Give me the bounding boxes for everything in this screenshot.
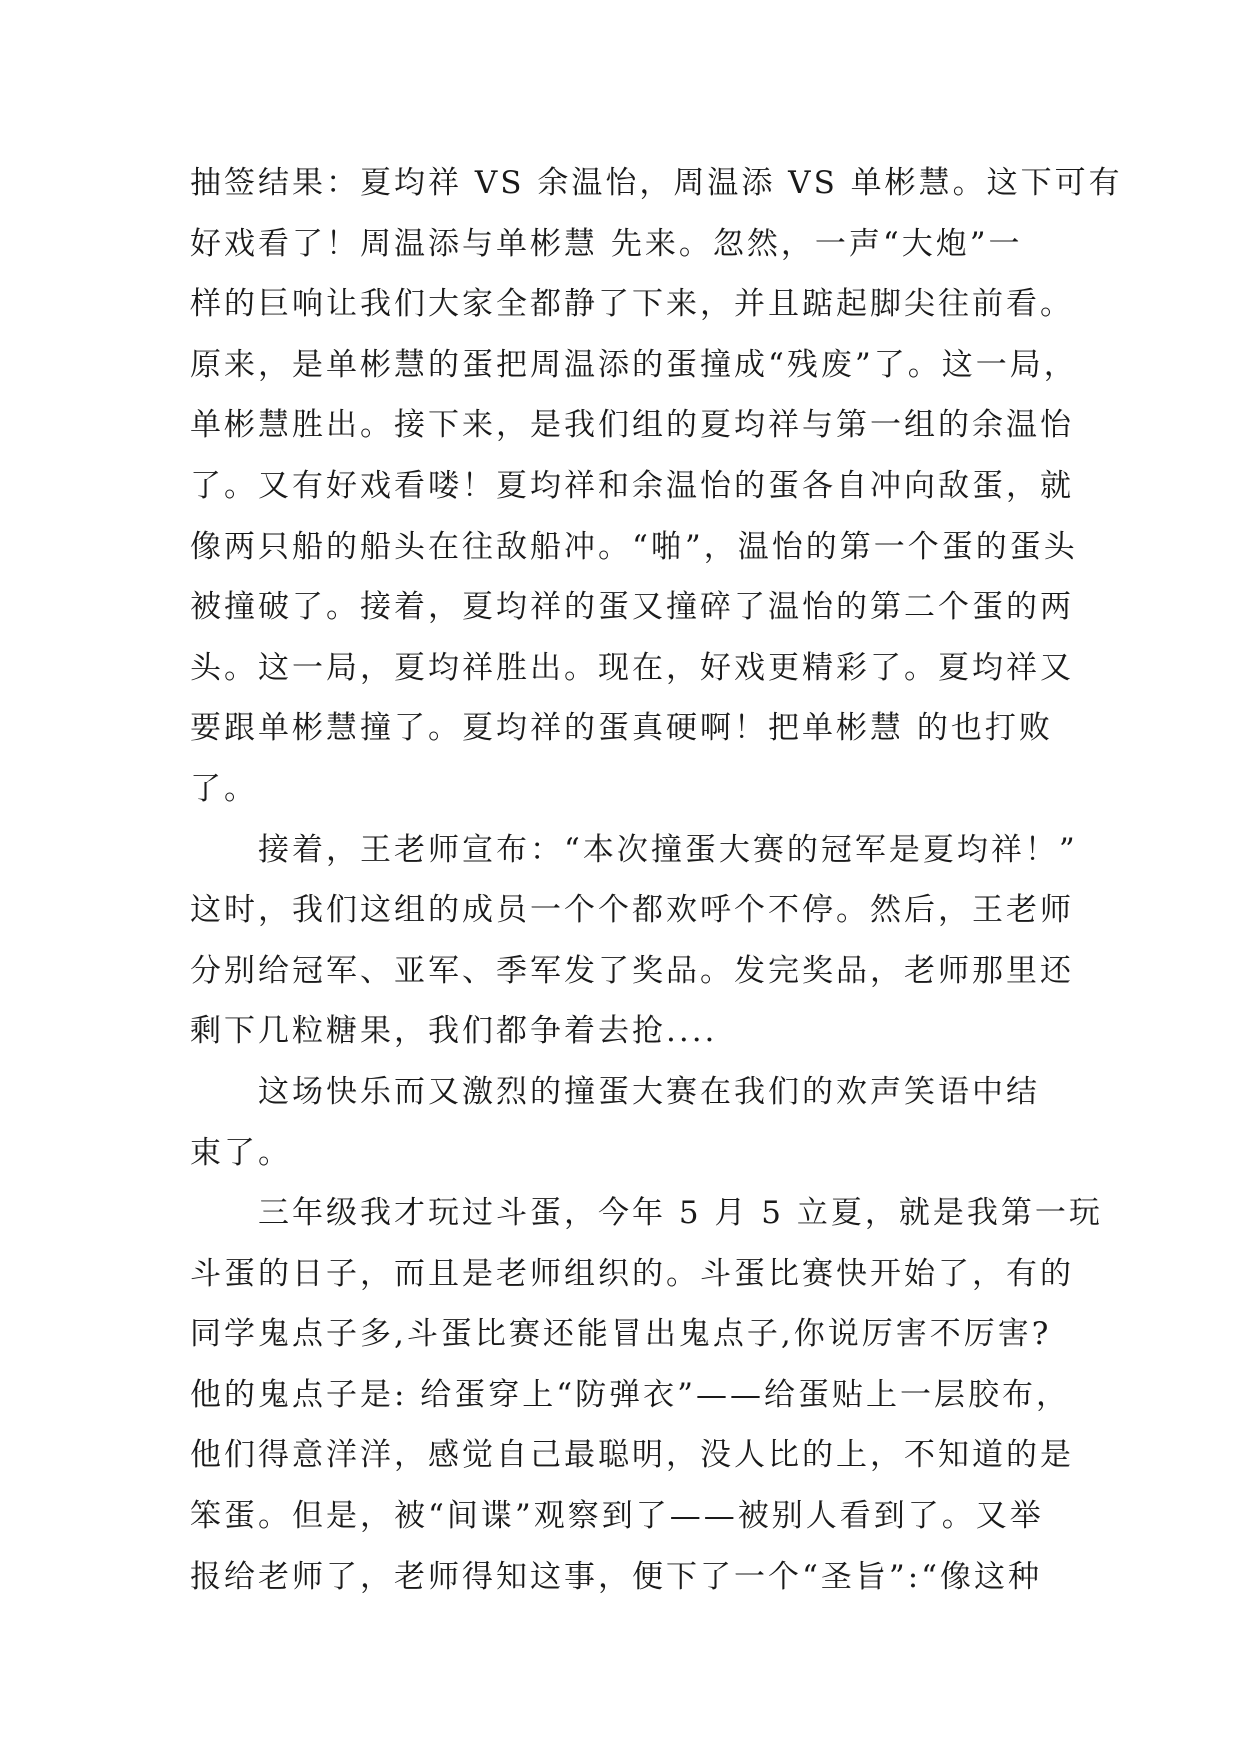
text-line: 这时，我们这组的成员一个个都欢呼个不停。然后，王老师 (190, 892, 1074, 929)
text-line: 样的巨响让我们大家全都静了下来，并且踮起脚尖往前看。 (190, 286, 1074, 323)
text-line: 笨蛋。但是，被“间谍”观察到了——被别人看到了。又举 (190, 1498, 1044, 1535)
paragraph-start-line: 这场快乐而又激烈的撞蛋大赛在我们的欢声笑语中结 (258, 1073, 1040, 1110)
text-line: 被撞破了。接着，夏均祥的蛋又撞碎了温怡的第二个蛋的两 (190, 589, 1074, 626)
text-line: 报给老师了，老师得知这事，便下了一个“圣旨”:“像这种 (190, 1558, 1042, 1595)
text-line: 原来，是单彬慧的蛋把周温添的蛋撞成“残废”了。这一局， (190, 346, 1078, 383)
text-line: 斗蛋的日子，而且是老师组织的。斗蛋比赛快开始了，有的 (190, 1255, 1074, 1292)
body-text (190, 153, 1123, 1607)
text-line: 剩下几粒糖果，我们都争着去抢.... (190, 1013, 718, 1050)
text-line: 分别给冠军、亚军、季军发了奖品。发完奖品，老师那里还 (190, 952, 1074, 989)
text-line: 了。又有好戏看喽！夏均祥和余温怡的蛋各自冲向敌蛋，就 (190, 467, 1074, 504)
text-line: 好戏看了！周温添与单彬慧 先来。忽然，一声“大炮”一 (190, 225, 1023, 262)
text-line: 头。这一局，夏均祥胜出。现在，好戏更精彩了。夏均祥又 (190, 649, 1074, 686)
text-line: 单彬慧胜出。接下来，是我们组的夏均祥与第一组的余温怡 (190, 407, 1074, 444)
paragraph-start-line: 三年级我才玩过斗蛋，今年 5 月 5 立夏，就是我第一玩 (258, 1195, 1103, 1232)
paragraph-start-line: 接着，王老师宣布：“本次撞蛋大赛的冠军是夏均祥！” (258, 831, 1078, 868)
text-line: 同学鬼点子多,斗蛋比赛还能冒出鬼点子,你说厉害不厉害? (190, 1316, 1052, 1353)
text-line: 抽签结果：夏均祥 VS 余温怡，周温添 VS 单彬慧。这下可有 (190, 165, 1123, 201)
text-line: 要跟单彬慧撞了。夏均祥的蛋真硬啊！把单彬慧 的也打败 (190, 710, 1053, 747)
text-line: 了。 (190, 770, 258, 807)
text-line: 他们得意洋洋，感觉自己最聪明，没人比的上，不知道的是 (190, 1437, 1074, 1474)
text-line: 束了。 (190, 1134, 292, 1171)
text-line: 他的鬼点子是: 给蛋穿上“防弹衣”——给蛋贴上一层胶布， (190, 1376, 1070, 1413)
text-line: 像两只船的船头在往敌船冲。“啪”，温怡的第一个蛋的蛋头 (190, 528, 1078, 565)
